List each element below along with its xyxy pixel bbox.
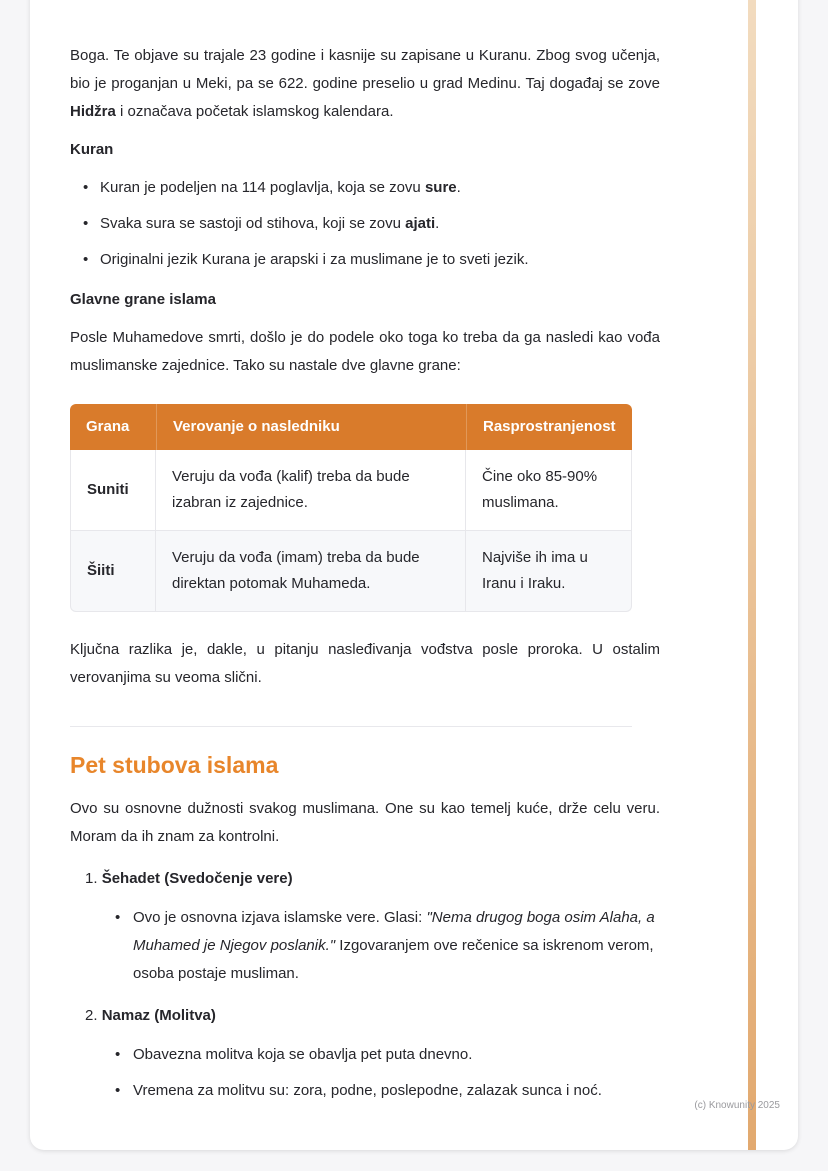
table-header-verovanje: Verovanje o nasledniku [156,404,466,450]
list-item [70,904,660,988]
list-item [70,174,660,202]
document-content [70,42,660,1119]
bullet-bold-term: ajati [405,215,436,232]
bullet-text-post: . [435,215,440,232]
table-row [70,531,632,612]
cell-verovanje-suniti: Veruju da vođa (kalif) treba da bude izabran iz zajednice. [156,450,466,531]
branches-table-grid [70,404,632,612]
intro-text-post: i označava početak islamskog kalendara. [115,103,394,120]
section-divider [70,726,632,727]
pillar-namaz [70,1002,660,1105]
pillars-heading: Pet stubova islama [70,752,279,778]
bullet-icon: • [115,1046,121,1063]
intro-bold-term: Hidžra [70,103,116,120]
pillar-title [70,1002,660,1030]
pillars-intro-paragraph: Ovo su osnovne dužnosti svakog muslimana. One su kao temelj kuće, drže celu veru. Moram da ih znam za kontrolni. [70,800,660,845]
bullet-icon: • [83,251,89,268]
cell-verovanje-siiti: Veruju da vođa (imam) treba da bude direktan potomak Muhameda. [156,531,466,612]
bullet-icon: • [115,1082,121,1099]
list-item [70,246,660,274]
bullet-icon: • [115,909,121,926]
bullet-bold-term: sure [424,179,457,196]
pillar-number: 2. [85,1007,98,1024]
bullet-text-pre: Ovo je osnovna izjava islamske vere. Glasi: [133,909,427,926]
bullet-icon: • [83,215,89,232]
bullet-text-pre: Svaka sura se sastoji od stihova, koji se zovu [100,215,406,232]
pillar-number: 1. [85,870,98,887]
list-item [70,1077,660,1105]
table-row [70,450,632,531]
intro-paragraph [70,42,660,126]
quote-text: "Nema drugog boga osim Alaha, a Muhamed je Njegov poslanik." [133,909,655,954]
kljucna-paragraph: Ključna razlika je, dakle, u pitanju nasleđivanja vođstva posle proroka. U ostalim verovanjima su veoma slični. [70,641,660,686]
list-item [70,1041,660,1069]
branches-table [70,404,632,612]
pillar-title [70,865,660,893]
table-header-row [70,404,632,450]
pillar-bullet-list [70,1041,660,1105]
knowunity-watermark: (c) Knowunity 2025 [694,1100,780,1111]
intro-text-pre: Boga. Te objave su trajale 23 godine i kasnije su zapisane u Kuranu. Zbog svog učenja, bio je proganjan u Meki, pa se 622. godine preselio u grad Medinu. Taj događaj se zove [70,47,660,92]
cell-grana-suniti: Suniti [70,450,156,531]
list-item [70,210,660,238]
pillar-bullet-list [70,904,660,988]
kuran-bullet-list [70,174,660,274]
bullet-text-post: . [456,179,461,196]
bullet-text-post: Izgovaranjem ove rečenice sa iskrenom verom, osoba postaje musliman. [133,937,654,982]
pillar-sehadet [70,865,660,988]
table-header-grana: Grana [70,404,156,450]
cell-rasprostranjenost-siiti: Najviše ih ima u Iranu i Iraku. [466,531,632,612]
grane-heading: Glavne grane islama [70,291,216,308]
bullet-text: Vremena za molitvu su: zora, podne, poslepodne, zalazak sunca i noć. [133,1082,602,1099]
bullet-text: Obavezna molitva koja se obavlja pet puta dnevno. [133,1046,473,1063]
kuran-heading: Kuran [70,141,114,158]
cell-grana-siiti: Šiiti [70,531,156,612]
bullet-text-pre: Originalni jezik Kurana je arapski i za muslimane je to sveti jezik. [100,251,529,268]
bullet-icon: • [83,179,89,196]
pillar-title-text: Šehadet (Svedočenje vere) [101,870,293,887]
document-page [30,0,798,1150]
bullet-text-pre: Kuran je podeljen na 114 poglavlja, koja se zovu [100,179,425,196]
pillar-title-text: Namaz (Molitva) [101,1007,216,1024]
cell-rasprostranjenost-suniti: Čine oko 85-90% muslimana. [466,450,632,531]
page-edge-strip [748,0,756,1150]
table-header-rasprostranjenost: Rasprostranjenost [466,404,632,450]
grane-paragraph: Posle Muhamedove smrti, došlo je do podele oko toga ko treba da ga nasledi kao vođa muslimanske zajednice. Tako su nastale dve glavne grane: [70,329,660,374]
